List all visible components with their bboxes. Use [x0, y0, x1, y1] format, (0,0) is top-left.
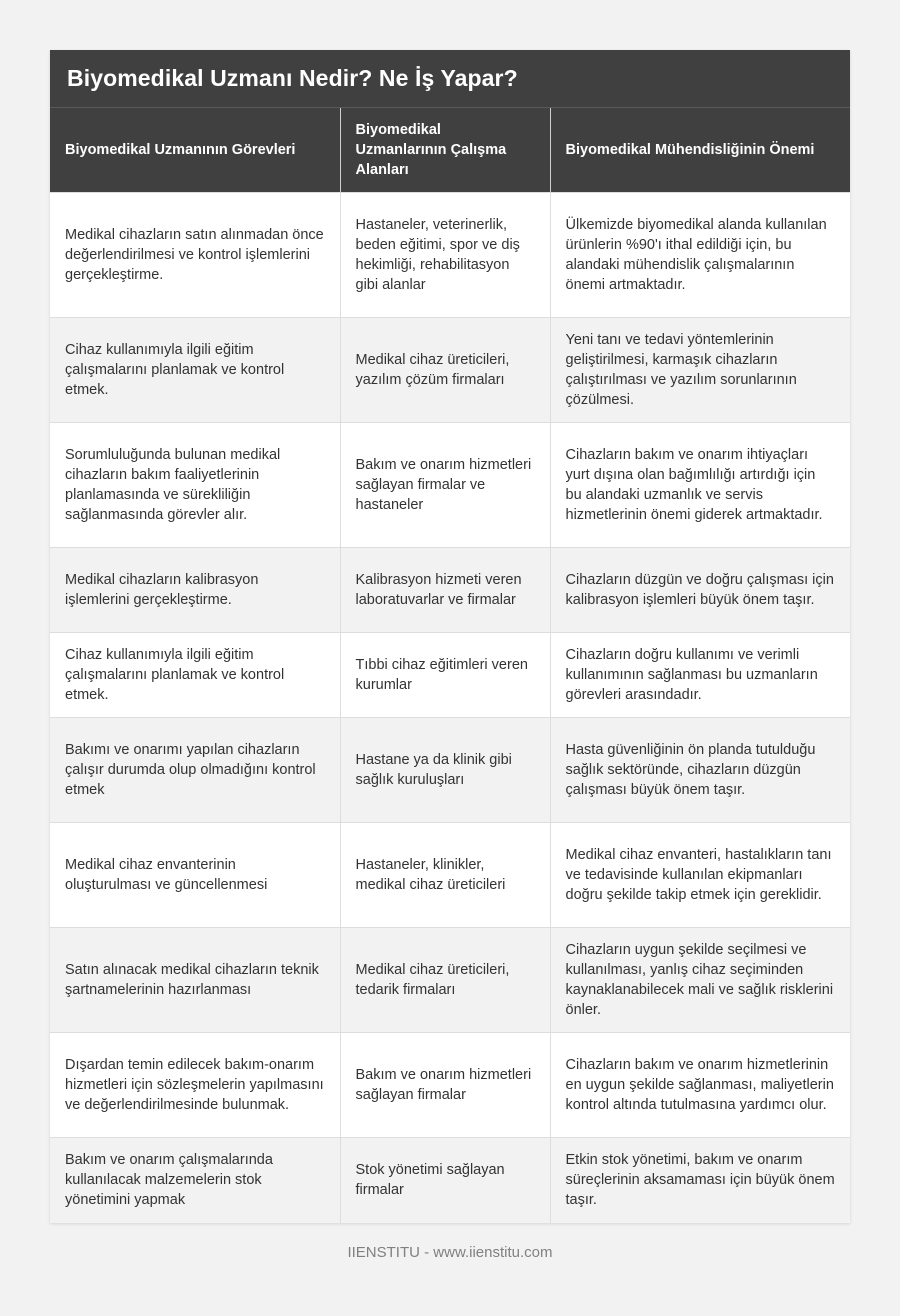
cell-work-area: Bakım ve onarım hizmetleri sağlayan firmalar ve hastaneler: [340, 423, 550, 548]
cell-importance: Medikal cihaz envanteri, hastalıkların tanı ve tedavisinde kullanılan ekipmanları doğru şekilde takip etmek için gereklidir.: [550, 823, 850, 928]
cell-work-area: Hastane ya da klinik gibi sağlık kuruluşları: [340, 718, 550, 823]
table-row: [50, 928, 850, 1033]
table-row: [50, 633, 850, 718]
cell-duty: Bakımı ve onarımı yapılan cihazların çalışır durumda olup olmadığını kontrol etmek: [50, 718, 340, 823]
cell-importance: Etkin stok yönetimi, bakım ve onarım süreçlerinin aksamaması için büyük önem taşır.: [550, 1138, 850, 1223]
cell-importance: Cihazların düzgün ve doğru çalışması için kalibrasyon işlemleri büyük önem taşır.: [550, 548, 850, 633]
cell-importance: Cihazların bakım ve onarım ihtiyaçları yurt dışına olan bağımlılığı artırdığı için bu alandaki uzmanlık ve servis hizmetlerinin önemi giderek artmaktadır.: [550, 423, 850, 548]
cell-importance: Cihazların doğru kullanımı ve verimli kullanımının sağlanması bu uzmanların görevleri arasındadır.: [550, 633, 850, 718]
column-header-work-areas: Biyomedikal Uzmanlarının Çalışma Alanları: [340, 108, 550, 193]
table-header-row: [50, 108, 850, 193]
cell-duty: Cihaz kullanımıyla ilgili eğitim çalışmalarını planlamak ve kontrol etmek.: [50, 318, 340, 423]
cell-importance: Cihazların uygun şekilde seçilmesi ve kullanılması, yanlış cihaz seçiminden kaynaklanabilecek mali ve sağlık risklerini önler.: [550, 928, 850, 1033]
info-table: [50, 108, 850, 1223]
column-header-duties: Biyomedikal Uzmanının Görevleri: [50, 108, 340, 193]
cell-work-area: Medikal cihaz üreticileri, tedarik firmaları: [340, 928, 550, 1033]
cell-importance: Cihazların bakım ve onarım hizmetlerinin en uygun şekilde sağlanması, maliyetlerin kontrol altında tutulmasına yardımcı olur.: [550, 1033, 850, 1138]
page-title: Biyomedikal Uzmanı Nedir? Ne İş Yapar?: [67, 65, 518, 91]
cell-work-area: Medikal cihaz üreticileri, yazılım çözüm firmaları: [340, 318, 550, 423]
cell-importance: Hasta güvenliğinin ön planda tutulduğu sağlık sektöründe, cihazların düzgün çalışması büyük önem taşır.: [550, 718, 850, 823]
cell-duty: Medikal cihazların satın alınmadan önce değerlendirilmesi ve kontrol işlemlerini gerçekleştirme.: [50, 193, 340, 318]
cell-duty: Bakım ve onarım çalışmalarında kullanılacak malzemelerin stok yönetimini yapmak: [50, 1138, 340, 1223]
table-row: [50, 193, 850, 318]
table-row: [50, 548, 850, 633]
footer-credit: IIENSTITU - www.iienstitu.com: [347, 1244, 553, 1261]
info-table-card: [50, 50, 850, 1223]
table-row: [50, 823, 850, 928]
table-row: [50, 718, 850, 823]
table-row: [50, 1138, 850, 1223]
cell-importance: Ülkemizde biyomedikal alanda kullanılan ürünlerin %90'ı ithal edildiği için, bu alandaki mühendislik çalışmalarının önemi artmaktadır.: [550, 193, 850, 318]
cell-work-area: Tıbbi cihaz eğitimleri veren kurumlar: [340, 633, 550, 718]
title-bar: [50, 50, 850, 108]
cell-work-area: Hastaneler, veterinerlik, beden eğitimi, spor ve diş hekimliği, rehabilitasyon gibi alanlar: [340, 193, 550, 318]
cell-work-area: Bakım ve onarım hizmetleri sağlayan firmalar: [340, 1033, 550, 1138]
cell-importance: Yeni tanı ve tedavi yöntemlerinin geliştirilmesi, karmaşık cihazların çalıştırılması ve yazılım sorunlarının çözülmesi.: [550, 318, 850, 423]
cell-duty: Dışardan temin edilecek bakım-onarım hizmetleri için sözleşmelerin yapılmasını ve değerlendirilmesinde bulunmak.: [50, 1033, 340, 1138]
cell-work-area: Stok yönetimi sağlayan firmalar: [340, 1138, 550, 1223]
cell-duty: Medikal cihaz envanterinin oluşturulması ve güncellenmesi: [50, 823, 340, 928]
column-header-importance: Biyomedikal Mühendisliğinin Önemi: [550, 108, 850, 193]
table-row: [50, 1033, 850, 1138]
cell-duty: Medikal cihazların kalibrasyon işlemlerini gerçekleştirme.: [50, 548, 340, 633]
cell-duty: Sorumluluğunda bulunan medikal cihazların bakım faaliyetlerinin planlamasında ve sürekliliğin sağlanmasında görevler alır.: [50, 423, 340, 548]
cell-work-area: Hastaneler, klinikler, medikal cihaz üreticileri: [340, 823, 550, 928]
table-row: [50, 423, 850, 548]
cell-duty: Cihaz kullanımıyla ilgili eğitim çalışmalarını planlamak ve kontrol etmek.: [50, 633, 340, 718]
cell-work-area: Kalibrasyon hizmeti veren laboratuvarlar ve firmalar: [340, 548, 550, 633]
table-row: [50, 318, 850, 423]
cell-duty: Satın alınacak medikal cihazların teknik şartnamelerinin hazırlanması: [50, 928, 340, 1033]
